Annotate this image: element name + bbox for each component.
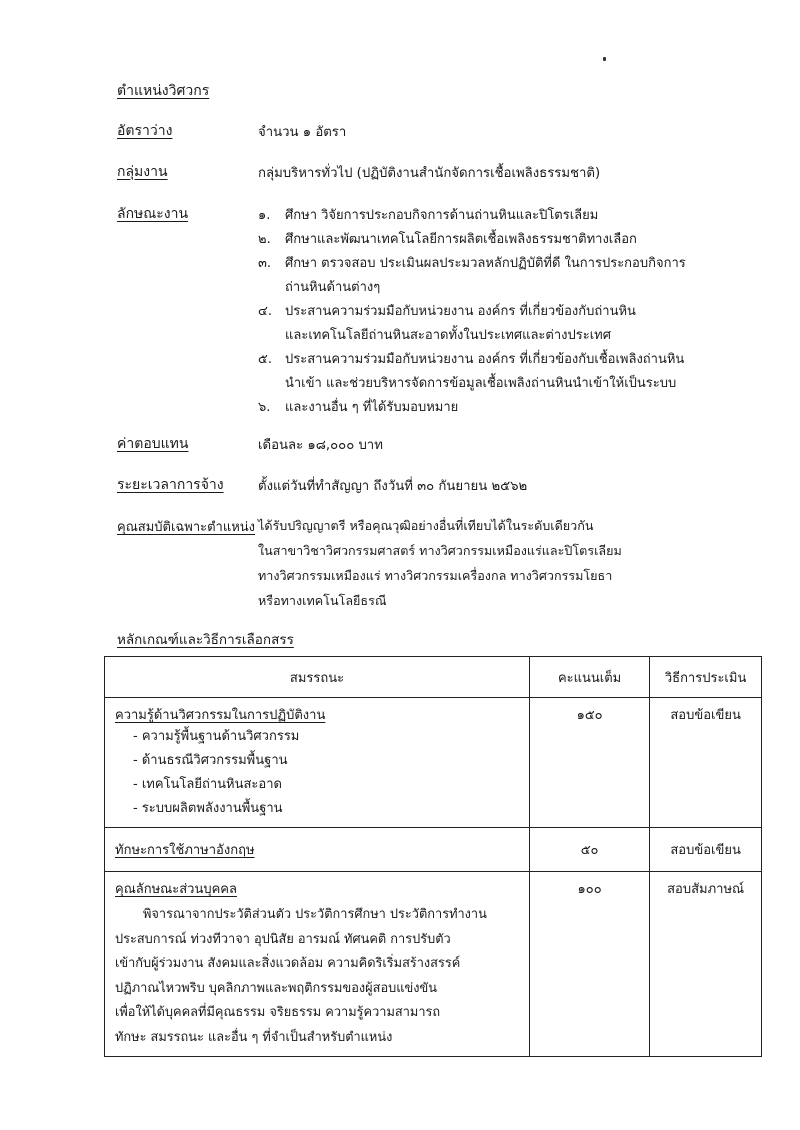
method-cell: สอบสัมภาษณ์ <box>650 872 762 1057</box>
qualification-line: ทางวิศวกรรมเหมืองแร่ ทางวิศวกรรมเครื่องกล ทางวิศวกรรมโยธา <box>258 568 613 583</box>
duty-number: ๖. <box>258 400 271 415</box>
duty-line: ประสานความร่วมมือกับหน่วยงาน องค์กร ที่เกี่ยวข้องกับเชื้อเพลิงถ่านหิน <box>285 352 685 367</box>
description-line: พิจารณาจากประวัติส่วนตัว ประวัติการศึกษา ประวัติการทำงาน <box>143 907 487 922</box>
competency-cell <box>105 872 530 1057</box>
header-full-score: คะแนนเต็ม <box>530 657 650 698</box>
table-header-row <box>105 657 762 698</box>
duty-number: ๕. <box>258 352 272 367</box>
competency-title: คุณลักษณะส่วนบุคคล <box>115 882 237 897</box>
competency-cell <box>105 828 530 872</box>
duty-line: ศึกษา วิจัยการประกอบกิจการด้านถ่านหินและปิโตรเลียม <box>285 208 599 223</box>
duty-line: ศึกษา ตรวจสอบ ประเมินผลประมวลหลักปฏิบัติที่ดี ในการประกอบกิจการ <box>285 256 686 271</box>
score-cell: ๑๕๐ <box>530 698 650 828</box>
qualification-line: ได้รับปริญญาตรี หรือคุณวุฒิอย่างอื่นที่เทียบได้ในระดับเดียวกัน <box>258 518 594 533</box>
vacancy-label: อัตราว่าง <box>117 123 173 139</box>
method-cell: สอบข้อเขียน <box>650 828 762 872</box>
table-row <box>105 872 762 1057</box>
duty-line: ประสานความร่วมมือกับหน่วยงาน องค์กร ที่เกี่ยวข้องกับถ่านหิน <box>285 304 636 319</box>
description-line: ทักษะ สมรรถนะ และอื่น ๆ ที่จำเป็นสำหรับตำแหน่ง <box>115 1029 393 1045</box>
competency-title: ความรู้ด้านวิศวกรรมในการปฏิบัติงาน <box>115 708 326 723</box>
score-cell: ๕๐ <box>530 828 650 872</box>
duty-number: ๓. <box>258 256 272 271</box>
work-group-value: กลุ่มบริหารทั่วไป (ปฏิบัติงานสำนักจัดการเชื้อเพลิงธรรมชาติ) <box>258 166 601 181</box>
duty-line: และงานอื่น ๆ ที่ได้รับมอบหมาย <box>285 400 459 415</box>
work-group-label: กลุ่มงาน <box>117 164 168 180</box>
duty-line: นำเข้า และช่วยบริหารจัดการข้อมูลเชื้อเพลิงถ่านหินนำเข้าให้เป็นระบบ <box>285 376 677 391</box>
position-title: ตำแหน่งวิศวกร <box>117 83 210 99</box>
list-item: - เทคโนโลยีถ่านหินสะอาด <box>133 777 282 792</box>
employment-period-label: ระยะเวลาการจ้าง <box>117 477 224 493</box>
duty-number: ๔. <box>258 304 272 319</box>
job-nature-label: ลักษณะงาน <box>117 206 189 222</box>
table-row <box>105 698 762 828</box>
description-line: ปฏิภาณไหวพริบ บุคลิกภาพและพฤติกรรมของผู้สอบแข่งขัน <box>115 980 438 996</box>
description-line: เพื่อให้ได้บุคคลที่มีคุณธรรม จริยธรรม ความรู้ความสามารถ <box>115 1005 441 1020</box>
criteria-table <box>104 656 762 1057</box>
competency-cell <box>105 698 530 828</box>
qualifications-label: คุณสมบัติเฉพาะตำแหน่ง <box>117 520 256 535</box>
duty-number: ๑. <box>258 208 271 223</box>
vacancy-value: จำนวน ๑ อัตรา <box>258 125 347 140</box>
header-method: วิธีการประเมิน <box>650 657 762 698</box>
criteria-heading: หลักเกณฑ์และวิธีการเลือกสรร <box>117 632 294 648</box>
qualification-line: ในสาขาวิชาวิศวกรรมศาสตร์ ทางวิศวกรรมเหมืองแร่และปิโตรเลียม <box>258 543 622 558</box>
list-item: - ด้านธรณีวิศวกรรมพื้นฐาน <box>133 753 288 768</box>
list-item: - ระบบผลิตพลังงานพื้นฐาน <box>133 801 283 816</box>
qualification-line: หรือทางเทคโนโลยีธรณี <box>258 593 387 608</box>
employment-period-value: ตั้งแต่วันที่ทำสัญญา ถึงวันที่ ๓๐ กันยายน ๒๕๖๒ <box>258 479 528 494</box>
compensation-label: ค่าตอบแทน <box>117 436 189 452</box>
competency-subitems <box>115 725 519 821</box>
table-row <box>105 828 762 872</box>
duty-line: และเทคโนโลยีถ่านหินสะอาดทั้งในประเทศและต่างประเทศ <box>285 328 611 343</box>
duty-number: ๒. <box>258 232 271 247</box>
header-competency: สมรรถนะ <box>105 657 530 698</box>
scan-speck <box>603 57 606 61</box>
method-cell: สอบข้อเขียน <box>650 698 762 828</box>
list-item: - ความรู้พื้นฐานด้านวิศวกรรม <box>133 729 300 744</box>
description-line: ประสบการณ์ ท่วงทีวาจา อุปนิสัย อารมณ์ ทัศนคติ การปรับตัว <box>115 931 451 947</box>
duty-line: ศึกษาและพัฒนาเทคโนโลยีการผลิตเชื้อเพลิงธรรมชาติทางเลือก <box>285 232 637 247</box>
duty-line: ถ่านหินด้านต่างๆ <box>285 280 381 295</box>
score-cell: ๑๐๐ <box>530 872 650 1057</box>
competency-title: ทักษะการใช้ภาษาอังกฤษ <box>115 843 255 858</box>
description-line: เข้ากับผู้ร่วมงาน สังคมและสิ่งแวดล้อม ความคิดริเริ่มสร้างสรรค์ <box>115 956 461 971</box>
competency-description <box>115 903 519 1050</box>
compensation-value: เดือนละ ๑๘,๐๐๐ บาท <box>258 438 383 453</box>
